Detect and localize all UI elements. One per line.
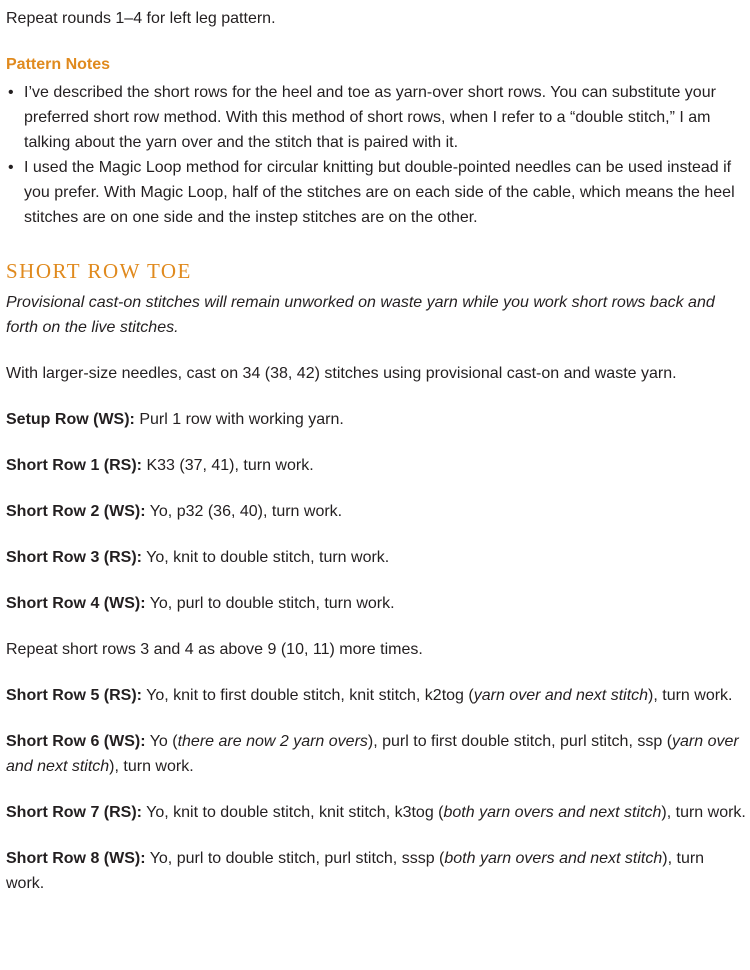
row-text: ), turn work. — [109, 758, 194, 775]
short-row-8 — [6, 846, 746, 896]
short-row-5 — [6, 683, 746, 708]
short-row-1 — [6, 453, 746, 478]
row-text: Yo, knit to first double stitch, knit stitch, k2tog ( — [142, 687, 474, 704]
row-label: Short Row 2 (WS): — [6, 503, 146, 520]
row-emphasis: there are now 2 yarn overs — [177, 733, 368, 750]
pattern-notes-heading: Pattern Notes — [6, 56, 111, 73]
row-emphasis: yarn over and next stitch — [6, 733, 739, 775]
short-row-7 — [6, 800, 746, 825]
row-label: Short Row 5 (RS): — [6, 687, 142, 704]
row-label: Short Row 8 (WS): — [6, 850, 146, 867]
row-label: Short Row 1 (RS): — [6, 457, 142, 474]
row-text: K33 (37, 41), turn work. — [142, 457, 314, 474]
row-emphasis: yarn over and next stitch — [473, 687, 649, 704]
pattern-note-item: • I’ve described the short rows for the heel and toe as yarn-over short rows. You can substitute your preferred short row method. With this method of short rows, when I refer to a “double stitch,” I am talking about the yarn over and the stitch that is paired with it. — [6, 80, 746, 155]
row-text: Yo, p32 (36, 40), turn work. — [145, 503, 343, 520]
setup-row — [6, 407, 746, 432]
short-row-4 — [6, 591, 746, 616]
pattern-note-item: • I used the Magic Loop method for circular knitting but double-pointed needles can be used instead if you prefer. With Magic Loop, half of the stitches are on each side of the cable, which means the heel stitches are on one side and the instep stitches are on the other. — [6, 155, 746, 230]
row-emphasis: both yarn overs and next stitch — [444, 850, 663, 867]
row-text: ), purl to first double stitch, purl stitch, ssp ( — [367, 733, 673, 750]
repeat-instruction: Repeat short rows 3 and 4 as above 9 (10, 11) more times. — [6, 641, 423, 658]
cast-on-instruction: With larger-size needles, cast on 34 (38, 42) stitches using provisional cast-on and waste yarn. — [6, 365, 677, 382]
row-text: ), turn work. — [648, 687, 733, 704]
row-text: Yo, knit to double stitch, knit stitch, k3tog ( — [142, 804, 444, 821]
row-label: Short Row 7 (RS): — [6, 804, 142, 821]
row-label: Short Row 3 (RS): — [6, 549, 142, 566]
row-text: Yo, purl to double stitch, turn work. — [145, 595, 395, 612]
row-label: Short Row 6 (WS): — [6, 733, 146, 750]
row-text: ), turn work. — [6, 850, 705, 892]
pattern-notes-list — [6, 80, 746, 230]
short-row-toe-heading: SHORT ROW TOE — [6, 259, 192, 283]
row-text: Purl 1 row with working yarn. — [134, 411, 344, 428]
short-row-6 — [6, 729, 746, 779]
row-text: ), turn work. — [661, 804, 746, 821]
section-intro: Provisional cast-on stitches will remain unworked on waste yarn while you work short rows back and forth on the live stitches. — [6, 294, 715, 336]
leg-pattern-repeat-note: Repeat rounds 1–4 for left leg pattern. — [6, 10, 276, 27]
row-label: Setup Row (WS): — [6, 411, 135, 428]
row-text: Yo ( — [145, 733, 178, 750]
row-text: Yo, purl to double stitch, purl stitch, sssp ( — [145, 850, 445, 867]
short-row-2 — [6, 499, 746, 524]
row-emphasis: both yarn overs and next stitch — [443, 804, 662, 821]
row-label: Short Row 4 (WS): — [6, 595, 146, 612]
short-row-3 — [6, 545, 746, 570]
row-text: Yo, knit to double stitch, turn work. — [142, 549, 390, 566]
